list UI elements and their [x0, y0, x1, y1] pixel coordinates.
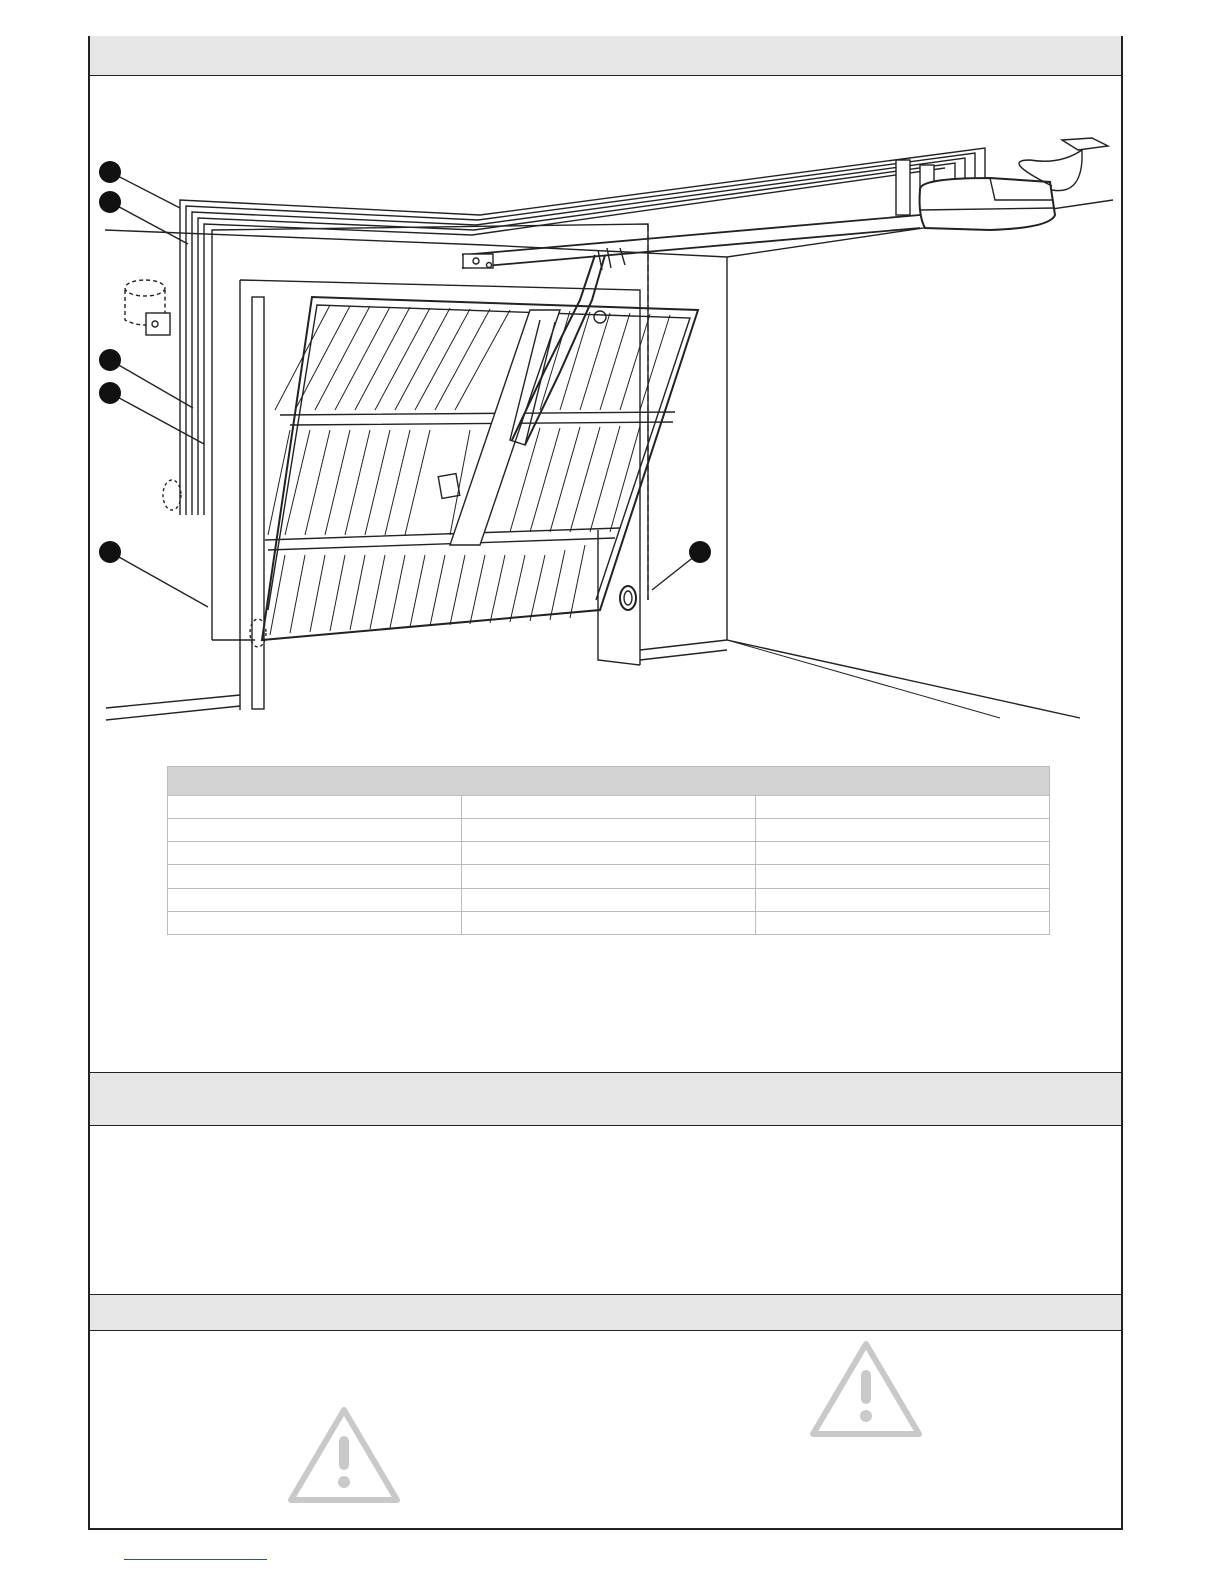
- callout-1: [99, 161, 121, 183]
- table-cell: [168, 911, 462, 934]
- table-row: [168, 842, 1050, 865]
- table-row: [168, 819, 1050, 842]
- table-cell: [462, 888, 756, 911]
- table-cell: [756, 911, 1050, 934]
- table-cell: [462, 819, 756, 842]
- footer-link[interactable]: [124, 1559, 267, 1560]
- table-cell: [756, 796, 1050, 819]
- warning-triangle-icon: [813, 1344, 919, 1434]
- table-cell: [168, 819, 462, 842]
- callout-2: [99, 191, 121, 213]
- table-row: [168, 865, 1050, 888]
- table-row: [168, 888, 1050, 911]
- callout-3: [99, 349, 121, 371]
- table-cell: [462, 911, 756, 934]
- table-cell: [756, 888, 1050, 911]
- table-cell: [462, 842, 756, 865]
- table-header: [168, 767, 1050, 796]
- table-cell: [168, 796, 462, 819]
- table-cell: [756, 842, 1050, 865]
- table-cell: [756, 865, 1050, 888]
- table-cell: [168, 888, 462, 911]
- warning-triangle-icon: [291, 1410, 397, 1500]
- garage-scene: [105, 138, 1113, 720]
- callout-5: [99, 541, 121, 563]
- cable-spec-table: [167, 766, 1050, 935]
- table-cell: [756, 819, 1050, 842]
- table-cell: [462, 865, 756, 888]
- callout-4: [99, 382, 121, 404]
- table-row: [168, 911, 1050, 934]
- table-cell: [462, 796, 756, 819]
- table-cell: [168, 865, 462, 888]
- table-row: [168, 796, 1050, 819]
- callout-6: [689, 541, 711, 563]
- table-cell: [168, 842, 462, 865]
